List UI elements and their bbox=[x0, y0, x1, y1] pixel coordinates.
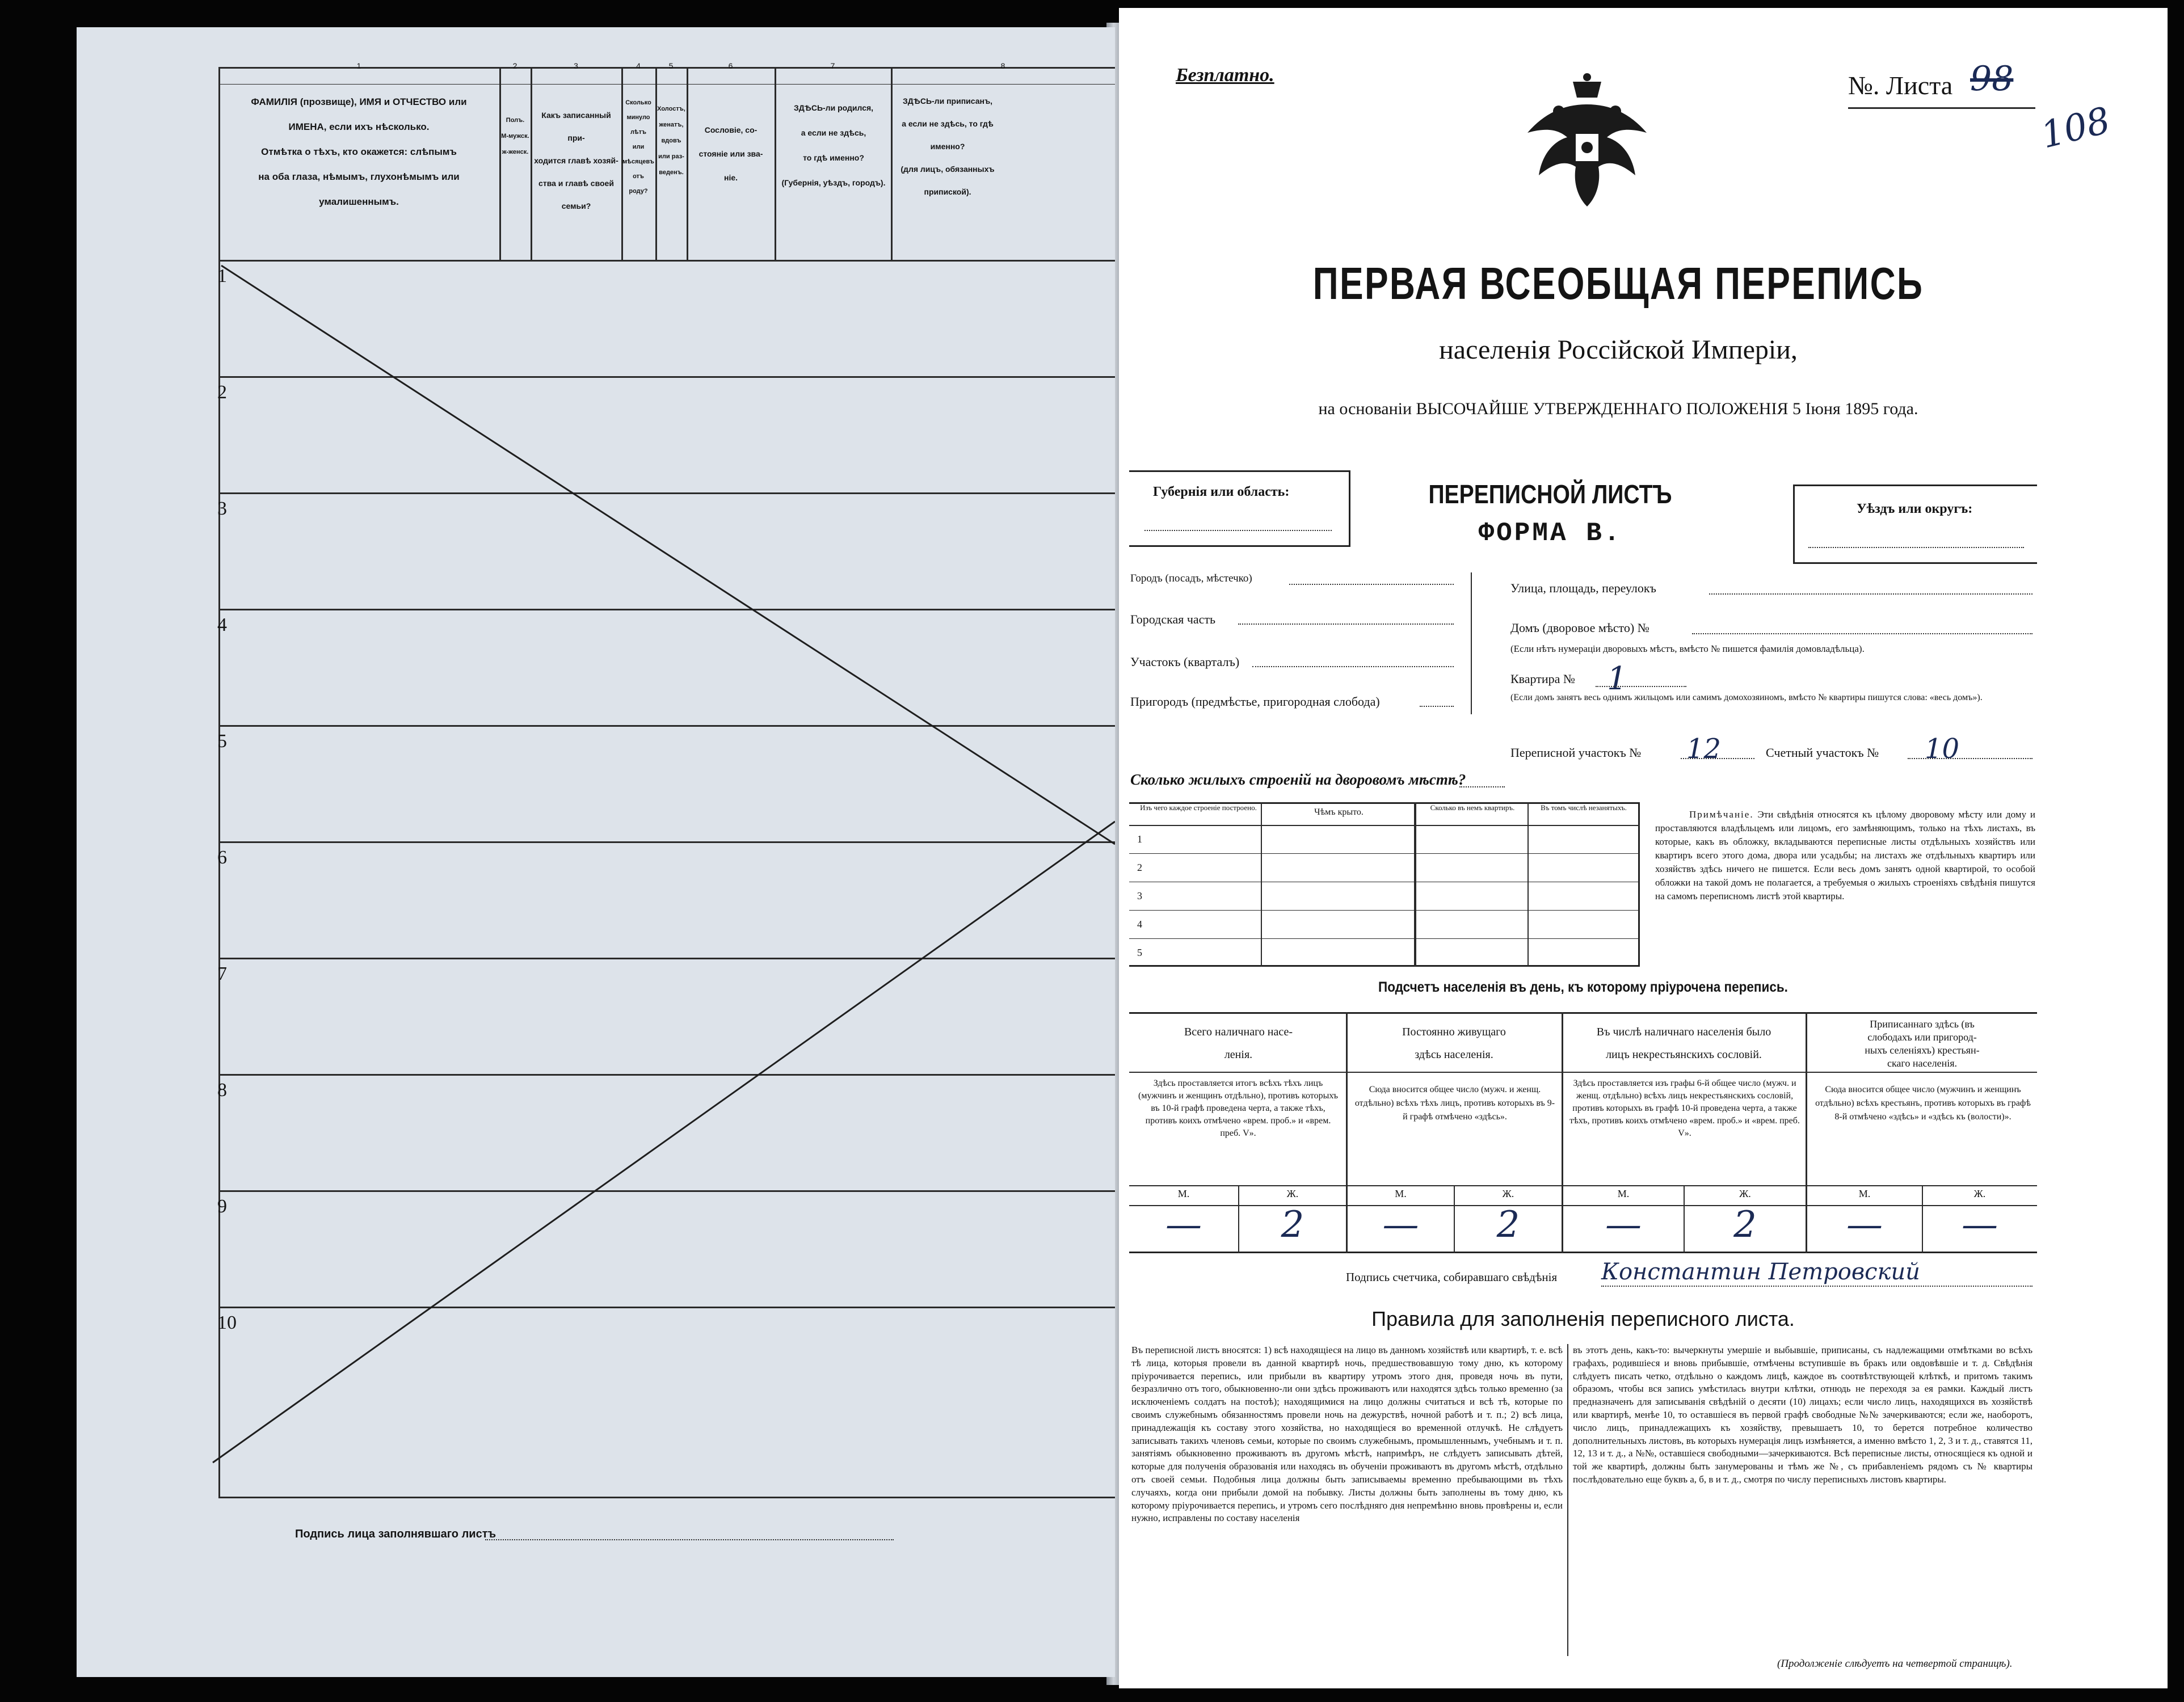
city-label: Городъ (посадъ, мѣстечко) bbox=[1130, 572, 1252, 584]
female-label: Ж. bbox=[1286, 1188, 1299, 1199]
signature-label: Подпись лица заполнявшаго листъ bbox=[295, 1528, 496, 1540]
city-part-input-line[interactable] bbox=[1238, 623, 1454, 625]
main-subtitle: населенія Россійской Имперіи, bbox=[1439, 335, 1798, 365]
apartment-label: Квартира № bbox=[1510, 672, 1575, 686]
column-number: 3 bbox=[574, 61, 578, 70]
count-value: 2 bbox=[1496, 1204, 1520, 1246]
uezd-input-line[interactable] bbox=[1808, 547, 2024, 548]
buildings-row-number: 2 bbox=[1137, 862, 1142, 873]
column-header-name: ФАМИЛІЯ (прозвище), ИМЯ и ОТЧЕСТВО или ИМЕНА, если ихъ нѣсколько. Отмѣтка о тѣхъ, кто окажется: слѣпымъ на оба глаза, нѣмымъ, глухонѣмымъ или умалишеннымъ. bbox=[251, 96, 467, 207]
buildings-row-number: 3 bbox=[1137, 890, 1142, 901]
row-number: 10 bbox=[217, 1312, 237, 1333]
uezd-label: Уѣздъ или округъ: bbox=[1857, 502, 1973, 516]
column-header-estate: Сословіе, со- стояніе или зва- ніе. bbox=[698, 125, 763, 182]
cross-out-line bbox=[213, 821, 1115, 1463]
basis-line: на основаніи ВЫСОЧАЙШЕ УТВЕРЖДЕННАГО ПОЛОЖЕНІЯ 5 Іюня 1895 года. bbox=[1318, 399, 1918, 418]
buildings-header: Чѣмъ крыто. bbox=[1314, 807, 1364, 817]
count-desc-line bbox=[1129, 1185, 2037, 1186]
apartment-input-line[interactable] bbox=[1596, 686, 1686, 687]
guberniya-box bbox=[1129, 470, 1350, 547]
row-number: 2 bbox=[217, 382, 227, 403]
count-value: — bbox=[1165, 1204, 1202, 1246]
apartment-value: 1 bbox=[1607, 660, 1627, 697]
house-note: (Если нѣтъ нумераціи дворовыхъ мѣстъ, вмѣсто № пишется фамилія домовладѣльца). bbox=[1510, 643, 1865, 654]
column-header-registration: ЗДѢСЬ-ли приписанъ, а если не здѣсь, то гдѣ именно? (для лицъ, обязанныхъ припиской). bbox=[900, 96, 995, 196]
buildings-col-divider bbox=[1261, 802, 1262, 967]
buildings-col-divider bbox=[1527, 802, 1529, 967]
form-subtitle: ФОРМА В. bbox=[1478, 519, 1622, 548]
buildings-row-line bbox=[1129, 825, 1640, 826]
census-district-input-line[interactable] bbox=[1681, 758, 1754, 759]
signature-dotted-line bbox=[485, 1539, 894, 1540]
male-label: М. bbox=[1858, 1188, 1871, 1199]
counter-signature: Константин Петровский bbox=[1601, 1259, 1920, 1285]
count-district-label: Счетный участокъ № bbox=[1766, 745, 1879, 760]
suburb-label: Пригородъ (предмѣстье, пригородная слобода) bbox=[1130, 694, 1380, 709]
column-header-age: Сколько минуло лѣтъ или мѣсяцевъ отъ роду? bbox=[622, 99, 654, 195]
buildings-header: Изъ чего каждое строеніе построено. bbox=[1140, 803, 1257, 812]
count-value: 2 bbox=[1733, 1204, 1757, 1246]
rules-divider bbox=[1567, 1344, 1568, 1656]
female-label: Ж. bbox=[1502, 1188, 1514, 1199]
column-number: 5 bbox=[668, 61, 674, 70]
uezd-box bbox=[1793, 485, 2037, 564]
guberniya-input-line[interactable] bbox=[1144, 530, 1332, 531]
count-value: — bbox=[1962, 1204, 1998, 1246]
house-input-line[interactable] bbox=[1692, 633, 2032, 634]
count-header-total: Всего наличнаго насе- ленія. bbox=[1184, 1026, 1293, 1061]
guberniya-label: Губернія или область: bbox=[1153, 485, 1290, 499]
row-number: 9 bbox=[217, 1196, 227, 1217]
buildings-header: Въ томъ числѣ незанятыхъ. bbox=[1541, 803, 1627, 812]
precinct-label: Участокъ (кварталъ) bbox=[1130, 655, 1240, 669]
row-number: 8 bbox=[217, 1080, 227, 1101]
count-desc-non-peasant: Здѣсь проставляется изъ графы 6-й общее число (мужч. и женщ. отдѣльно) всѣхъ лицъ некрестьянскихъ сословій, противъ которыхъ въ графѣ 10-й проведена черта, а также тѣхъ, противъ коихъ отмѣчено «врем. проб.» и «врем. преб. V». bbox=[1569, 1079, 1800, 1138]
buildings-row-line bbox=[1129, 853, 1640, 854]
count-header-non-peasant: Въ числѣ наличнаго населенія было лицъ некрестьянскихъ сословій. bbox=[1596, 1026, 1771, 1061]
column-header-marital: Холостъ, женатъ, вдовъ или раз- веденъ. bbox=[657, 106, 685, 176]
row-number: 4 bbox=[217, 614, 227, 635]
census-district-value: 12 bbox=[1686, 733, 1722, 765]
buildings-row-number: 4 bbox=[1137, 919, 1142, 930]
buildings-note bbox=[1655, 808, 2035, 903]
buildings-table bbox=[1129, 802, 1640, 967]
house-label: Домъ (дворовое мѣсто) № bbox=[1510, 621, 1649, 635]
city-input-line[interactable] bbox=[1289, 584, 1454, 585]
counter-signature-line[interactable] bbox=[1601, 1286, 2032, 1287]
count-header-permanent: Постоянно живущаго здѣсь населенія. bbox=[1402, 1026, 1506, 1061]
right-page bbox=[1119, 8, 2168, 1688]
column-header-relation: Какъ записанный при- ходится главѣ хозяй- ства и главѣ своей семьи? bbox=[534, 111, 618, 210]
row-number: 6 bbox=[217, 847, 227, 868]
suburb-input-line[interactable] bbox=[1420, 706, 1454, 707]
coat-of-arms-emblem bbox=[1519, 70, 1655, 212]
female-label: Ж. bbox=[1973, 1188, 1986, 1199]
rules-continuation: (Продолженіе слѣдуетъ на четвертой страницѣ). bbox=[1777, 1658, 2013, 1670]
buildings-header: Сколько въ немъ квартиръ. bbox=[1430, 803, 1515, 812]
column-header-sex: Полъ. М-мужск. ж-женск. bbox=[501, 117, 529, 155]
count-header-line bbox=[1129, 1072, 2037, 1073]
city-part-label: Городская часть bbox=[1130, 612, 1216, 626]
buildings-row-line bbox=[1129, 910, 1640, 911]
counter-signature-label: Подпись счетчика, собиравшаго свѣдѣнія bbox=[1346, 1270, 1558, 1284]
count-value: 2 bbox=[1281, 1204, 1304, 1246]
column-header-birthplace: ЗДѢСЬ-ли родился, а если не здѣсь, то гдѣ именно? (Губернія, уѣздъ, городъ). bbox=[781, 103, 886, 187]
left-page bbox=[77, 27, 1115, 1677]
row-number: 7 bbox=[217, 963, 227, 984]
form-title: ПЕРЕПИСНОЙ ЛИСТЪ bbox=[1428, 479, 1672, 509]
rules-title: Правила для заполненія переписного листа. bbox=[1371, 1307, 1795, 1330]
sheet-number-label: №. Листа bbox=[1848, 71, 1953, 100]
count-value: — bbox=[1605, 1204, 1642, 1246]
count-district-input-line[interactable] bbox=[1908, 758, 2032, 759]
street-label: Улица, площадь, переулокъ bbox=[1510, 581, 1656, 595]
count-value: — bbox=[1846, 1204, 1883, 1246]
buildings-input-line[interactable] bbox=[1459, 786, 1505, 787]
column-number: 8 bbox=[1000, 61, 1005, 70]
count-desc-peasant: Сюда вносится общее число (мужчинъ и женщинъ отдѣльно) всѣхъ крестьянъ, противъ которыхъ въ графѣ 8-й отмѣчено «здѣсь» и «здѣсь къ (волости)». bbox=[1815, 1085, 2031, 1122]
male-label: М. bbox=[1617, 1188, 1630, 1199]
rules-text-right: въ этотъ день, какъ-то: вычеркнуты умершіе и выбывшіе, приписаны, съ надлежащими отмѣтками во всѣхъ графахъ, родившіеся и вновь прибывшіе, отмѣчены вступившіе въ бракъ или овдовѣвшіе и т. д. Свѣдѣнія слѣдуетъ писать четко, отдѣльно о каждомъ лицѣ, каждое въ соотвѣтствующей клѣткѣ, и притомъ такимъ образомъ, чтобы вся запись умѣстилась внутри клѣтки, отнюдь не переходя за ея рамки. Каждый листъ предназначенъ для записыванія свѣдѣній о десяти (10) лицахъ; если число лицъ, находящихся въ хозяйствѣ или квартирѣ, менѣе 10, то оставшіеся въ первой графѣ свободные №№ зачеркиваются; если же, наоборотъ, число лицъ, принадлежащихъ къ хозяйству, превышаетъ 10, то берется потребное количество дополнительныхъ листовъ, въ которыхъ нумерація лицъ измѣняется, а именно вмѣсто 1, 2, 3 и т. д., ставятся 11, 12, 13 и т. д., а №№, оставшіеся свободными—зачеркиваются. Всѣ переписные листы, относящіеся къ одной и той же квартирѣ, должны быть занумерованы и тѣмъ же №, съ прибавленіемъ рядомъ съ № квартиры послѣдовательно еще буквъ а, б, в и т. д., смотря по числу переписныхъ листовъ квартиры. bbox=[1573, 1345, 2032, 1485]
main-title: ПЕРВАЯ ВСЕОБЩАЯ ПЕРЕПИСЬ bbox=[1312, 258, 1924, 309]
column-number: 4 bbox=[636, 61, 641, 70]
cross-out-lines bbox=[77, 27, 1115, 1677]
row-number: 1 bbox=[217, 266, 227, 287]
buildings-question: Сколько жилыхъ строеній на дворовомъ мѣстѣ? bbox=[1130, 771, 1466, 788]
column-number: 7 bbox=[830, 61, 835, 70]
count-desc-total: Здѣсь проставляется итогъ всѣхъ тѣхъ лицъ (мужчинъ и женщинъ отдѣльно), противъ которыхъ въ 10-й графѣ проведена черта, а также тѣхъ, противъ коихъ отмѣчено «врем. проб.» и «врем. преб. V». bbox=[1138, 1079, 1338, 1138]
apartment-note: (Если домъ занятъ весь однимъ жильцомъ или самимъ домохозяиномъ, вмѣсто № квартиры пишутся слова: «весь домъ»). bbox=[1510, 693, 1983, 702]
buildings-col-divider bbox=[1414, 802, 1416, 967]
census-district-label: Переписной участокъ № bbox=[1510, 745, 1642, 760]
archive-margin-number: 108 bbox=[2036, 99, 2115, 157]
count-header-peasant: Приписаннаго здѣсь (въ слободахъ или пригород- ныхъ селеніяхъ) крестьян- скаго населенія. bbox=[1865, 1018, 1980, 1069]
row-number: 3 bbox=[217, 498, 227, 519]
count-district-value: 10 bbox=[1925, 733, 1960, 765]
male-label: М. bbox=[1395, 1188, 1407, 1199]
sheet-number-underline bbox=[1848, 107, 2035, 109]
buildings-row-number: 1 bbox=[1137, 833, 1142, 845]
street-input-line[interactable] bbox=[1709, 593, 2032, 595]
rules-text-left: Въ переписной листъ вносятся: 1) всѣ находящіеся на лицо въ данномъ хозяйствѣ или квартирѣ, т. е. всѣ тѣ лица, которыя провели въ данной квартирѣ ночь, предшествовавшую тому дню, къ которому пріурочивается перепись, или прибыли въ квартиру утромъ этого дня, проведя ночь въ пути, безразлично отъ того, обыкновенно-ли они здѣсь проживаютъ или находятся здѣсь только временно (за исключеніемъ солдатъ на постоѣ); находящимися на лицо должны считаться и всѣ тѣ, которые по своимъ служебнымъ обязанностямъ провели ночь на дежурствѣ, ночной работѣ и т. п.; 2) всѣ лица, принадлежащія къ составу этого хозяйства, но находящіеся во временной отлучкѣ. Не слѣдуетъ записывать такихъ членовъ семьи, которые по своимъ служебнымъ, промышленнымъ, учебнымъ и т. п. занятіямъ обыкновенно проживаютъ въ другомъ мѣстѣ, напримѣръ, не слѣдуетъ записывать дѣтей, которые для полученія образованія или находясь въ обученіи проживаютъ въ другомъ мѣстѣ, отдѣльно отъ своей семьи. Подобныя лица должны быть записываемы временно пребывающими въ тѣхъ случаяхъ, когда они прибыли домой на побывку. Листы должны быть заполнены въ тому дню, къ которому пріурочивается перепись, и утромъ сего послѣдняго дня непремѣнно вновь провѣрены и, если нужно, исправлены по составу населенія bbox=[1131, 1345, 1563, 1524]
column-number: 6 bbox=[728, 61, 733, 70]
free-label: Безплатно. bbox=[1176, 65, 1274, 86]
cross-out-line bbox=[221, 266, 1115, 844]
precinct-input-line[interactable] bbox=[1252, 666, 1454, 667]
buildings-note-title: Примѣчаніе. bbox=[1689, 809, 1754, 820]
buildings-note-text: Эти свѣдѣнія относятся къ цѣлому дворовому мѣсту или дому и проставляются владѣльцемъ или лицомъ, его замѣняющимъ, только на тѣхъ листахъ, въ которые, какъ въ обложку, вкладываются переписные листы отдѣльныхъ хозяйствъ или квартиръ всего этого дома, двора или усадьбы; на листахъ же отдѣльныхъ квартиръ или хозяйствъ здѣсь ничего не пишется. Если весь домъ занятъ одной квартирой, то особой обложки на такой домъ не полагается, а требуемыя о жилыхъ строеніяхъ свѣдѣнія пишутся на самомъ переписномъ листѣ этой квартиры. bbox=[1655, 809, 2036, 901]
column-number: 2 bbox=[512, 61, 517, 70]
female-label: Ж. bbox=[1739, 1188, 1751, 1199]
male-label: М. bbox=[1177, 1188, 1190, 1199]
sheet-number-value: 98 bbox=[1970, 59, 2014, 99]
column-number: 1 bbox=[356, 61, 361, 70]
buildings-row-line bbox=[1129, 938, 1640, 939]
row-number: 5 bbox=[217, 731, 227, 752]
buildings-row-number: 5 bbox=[1137, 947, 1142, 958]
count-desc-permanent: Сюда вносится общее число (мужч. и женщ. отдѣльно) всѣхъ тѣхъ лицъ, противъ которыхъ въ 9-й графѣ отмѣчено «здѣсь». bbox=[1354, 1085, 1555, 1122]
count-value: — bbox=[1382, 1204, 1419, 1246]
address-divider bbox=[1471, 572, 1472, 714]
population-count-title: Подсчетъ населенія въ день, къ которому пріурочена перепись. bbox=[1378, 979, 1788, 995]
